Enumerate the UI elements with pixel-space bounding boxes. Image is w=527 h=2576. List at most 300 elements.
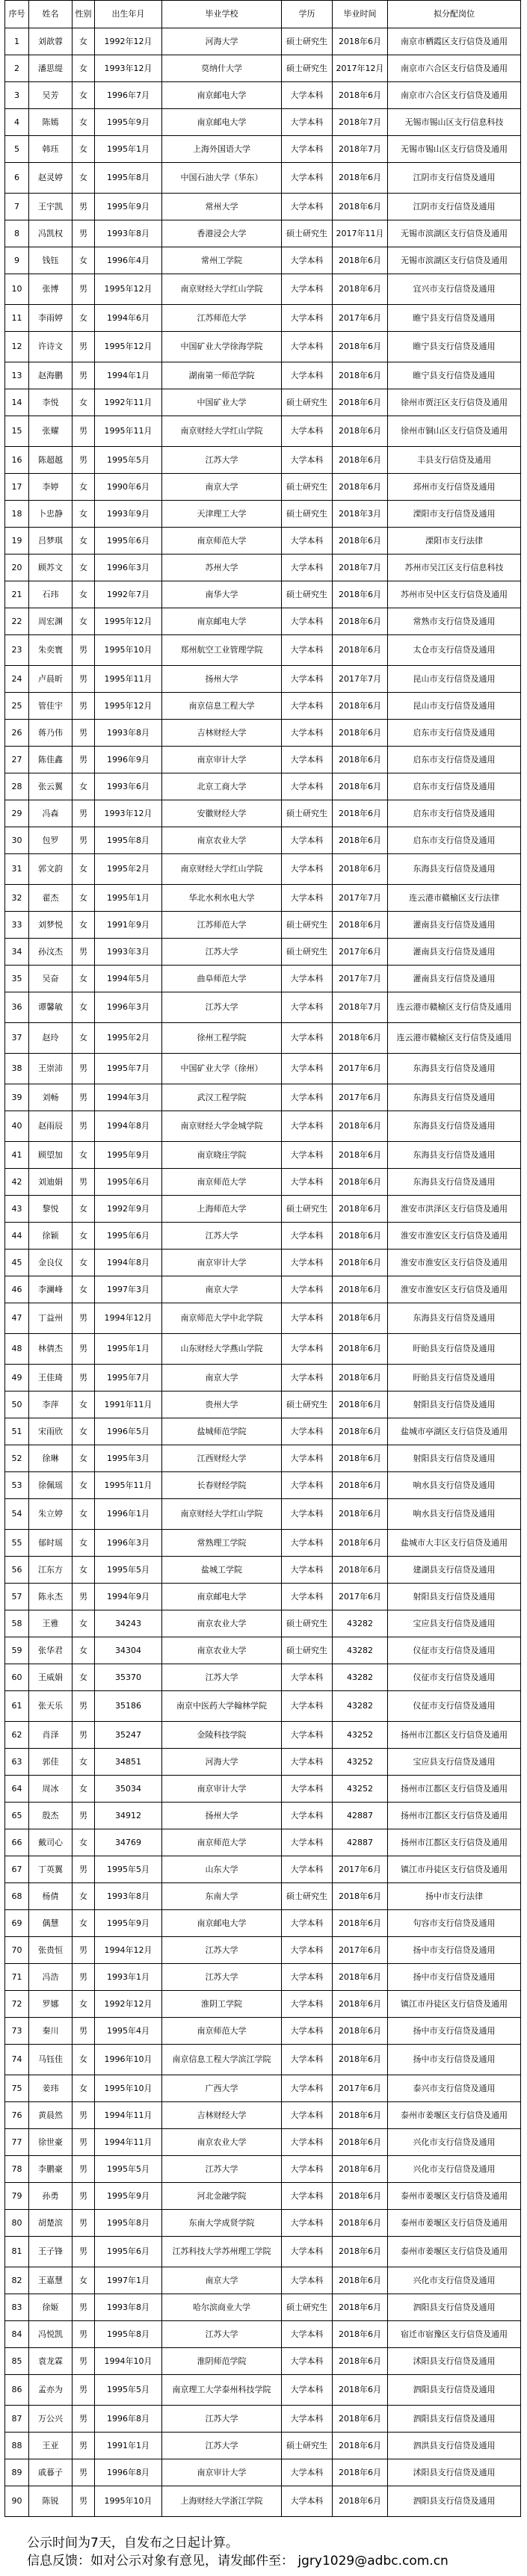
cell-name: 袁龙霖 [29,2348,73,2375]
cell-graduation: 2018年7月 [333,992,388,1023]
cell-gender: 女 [73,109,95,136]
cell-name: 翟杰 [29,885,73,912]
cell-birth: 1994年5月 [95,966,162,992]
cell-birth: 1992年11月 [95,389,162,416]
cell-index: 1 [5,28,29,55]
cell-school: 南京农业大学 [162,1610,282,1637]
table-row [5,194,521,220]
cell-name: 石玮 [29,581,73,608]
cell-degree: 大学本科 [282,747,333,773]
table-row [5,1803,521,1829]
cell-index: 57 [5,1584,29,1610]
cell-school: 扬州大学 [162,666,282,693]
cell-position: 江阴市支行信贷及通用 [388,194,521,220]
cell-birth: 1997年3月 [95,1276,162,1303]
cell-position: 淮安市淮安区支行信贷及通用 [388,1223,521,1250]
header-graduation: 毕业时间 [333,1,388,28]
cell-birth: 1995年7月 [95,1054,162,1084]
cell-name: 张耀 [29,416,73,447]
cell-degree: 大学本科 [282,1445,333,1472]
cell-position: 镇江市丹徒区支行信贷及通用 [388,1856,521,1883]
cell-graduation: 2018年6月 [333,1223,388,1250]
cell-school: 东南大学 [162,1883,282,1910]
cell-school: 山东大学 [162,1856,282,1883]
cell-name: 孙勇 [29,2183,73,2210]
cell-degree: 硕士研究生 [282,389,333,416]
cell-gender: 男 [73,447,95,474]
cell-name: 孙汶杰 [29,939,73,966]
cell-graduation: 2018年6月 [333,389,388,416]
cell-school: 盐城师范学院 [162,1418,282,1445]
table-row [5,555,521,581]
cell-birth: 1995年5月 [95,1557,162,1584]
cell-school: 江苏大学 [162,992,282,1023]
cell-birth: 1992年9月 [95,1196,162,1223]
cell-index: 59 [5,1637,29,1664]
cell-position: 无锡市锡山区支行信贷及通用 [388,136,521,163]
cell-school: 天津理工大学 [162,501,282,528]
cell-graduation: 2018年6月 [333,2129,388,2156]
cell-index: 82 [5,2267,29,2294]
cell-school: 南京审计大学 [162,2459,282,2486]
cell-degree: 大学本科 [282,1472,333,1499]
cell-gender: 女 [73,1392,95,1418]
cell-position: 宿迁市宿豫区支行信贷及通用 [388,2321,521,2348]
cell-school: 郑州航空工业管理学院 [162,635,282,666]
cell-graduation: 2017年6月 [333,2075,388,2102]
table-row [5,2348,521,2375]
cell-graduation: 43282 [333,1691,388,1722]
cell-position: 昆山市支行信贷及通用 [388,693,521,720]
cell-gender: 男 [73,2294,95,2321]
table-row [5,1418,521,1445]
cell-position: 泰州市姜堰区支行信贷及通用 [388,2210,521,2237]
cell-index: 49 [5,1365,29,1392]
cell-degree: 大学本科 [282,2459,333,2486]
cell-graduation: 2018年6月 [333,1964,388,1991]
cell-gender: 女 [73,1142,95,1169]
cell-birth: 34851 [95,1749,162,1776]
cell-graduation: 2018年3月 [333,501,388,528]
cell-birth: 1993年12月 [95,800,162,827]
cell-name: 冯森 [29,800,73,827]
cell-graduation: 2017年6月 [333,305,388,332]
cell-school: 南京晓庄学院 [162,1142,282,1169]
cell-birth: 1994年8月 [95,1250,162,1276]
cell-index: 51 [5,1418,29,1445]
cell-name: 李澜峰 [29,1276,73,1303]
cell-school: 南京邮电大学 [162,82,282,109]
cell-graduation: 2018年6月 [333,474,388,501]
cell-name: 郭文韵 [29,854,73,885]
cell-index: 83 [5,2294,29,2321]
cell-degree: 大学本科 [282,2321,333,2348]
cell-index: 67 [5,1856,29,1883]
cell-graduation: 43282 [333,1664,388,1691]
cell-degree: 大学本科 [282,966,333,992]
cell-name: 张贵恒 [29,1937,73,1964]
cell-degree: 大学本科 [282,82,333,109]
cell-school: 南京邮电大学 [162,109,282,136]
cell-degree: 硕士研究生 [282,939,333,966]
cell-index: 55 [5,1530,29,1557]
cell-school: 莫纳什大学 [162,55,282,82]
cell-name: 赵灵婷 [29,163,73,194]
cell-school: 南京师范大学 [162,1829,282,1856]
cell-name: 李萍 [29,1392,73,1418]
cell-school: 南京审计大学 [162,747,282,773]
cell-position: 镇江市丹徒区支行信贷及通用 [388,1991,521,2018]
table-row [5,1334,521,1365]
cell-index: 7 [5,194,29,220]
cell-name: 蒋乃伟 [29,720,73,747]
cell-graduation: 2017年6月 [333,1084,388,1111]
cell-school: 常熟理工学院 [162,1530,282,1557]
cell-school: 南京大学 [162,1276,282,1303]
cell-gender: 女 [73,966,95,992]
cell-graduation: 2018年6月 [333,2210,388,2237]
cell-school: 江苏师范大学 [162,912,282,939]
cell-position: 南京市六合区支行信贷及通用 [388,55,521,82]
cell-position: 泰州市姜堰区支行信贷及通用 [388,2237,521,2267]
cell-position: 仪征市支行信贷及通用 [388,1637,521,1664]
cell-position: 射阳县支行信贷及通用 [388,1445,521,1472]
cell-graduation: 42887 [333,1829,388,1856]
cell-birth: 35247 [95,1722,162,1749]
cell-gender: 女 [73,992,95,1023]
cell-name: 陈佳鑫 [29,747,73,773]
cell-graduation: 2017年6月 [333,1937,388,1964]
cell-school: 南京农业大学 [162,1637,282,1664]
cell-name: 吴奋 [29,966,73,992]
table-row [5,1445,521,1472]
cell-degree: 大学本科 [282,2406,333,2433]
table-row [5,1937,521,1964]
table-row [5,1829,521,1856]
cell-school: 扬州大学 [162,1803,282,1829]
cell-index: 66 [5,1829,29,1856]
cell-position: 无锡市滨湖区支行信贷及通用 [388,247,521,274]
cell-birth: 1995年4月 [95,2018,162,2045]
cell-position: 扬中市支行信贷及通用 [388,1964,521,1991]
table-row [5,2129,521,2156]
cell-name: 李鹏豪 [29,2156,73,2183]
cell-gender: 男 [73,635,95,666]
cell-gender: 女 [73,1530,95,1557]
cell-school: 南京大学 [162,474,282,501]
cell-school: 南华大学 [162,581,282,608]
cell-birth: 1995年1月 [95,136,162,163]
cell-degree: 大学本科 [282,555,333,581]
cell-school: 中国矿业大学徐海学院 [162,332,282,362]
cell-gender: 男 [73,194,95,220]
cell-birth: 1994年8月 [95,1111,162,1142]
cell-position: 徐州市贾汪区支行信贷及通用 [388,389,521,416]
cell-position: 盱眙县支行信贷及通用 [388,1365,521,1392]
cell-graduation: 2018年6月 [333,2267,388,2294]
cell-birth: 1994年11月 [95,2129,162,2156]
cell-degree: 大学本科 [282,1111,333,1142]
cell-name: 江东方 [29,1557,73,1584]
notice-period: 公示时间为7天，自发布之日起计算。 [27,2536,238,2551]
cell-degree: 硕士研究生 [282,912,333,939]
cell-gender: 女 [73,247,95,274]
cell-graduation: 2018年6月 [333,693,388,720]
cell-degree: 大学本科 [282,1722,333,1749]
cell-index: 48 [5,1334,29,1365]
cell-index: 63 [5,1749,29,1776]
table-row [5,474,521,501]
cell-birth: 1994年6月 [95,305,162,332]
cell-birth: 1991年11月 [95,1392,162,1418]
cell-gender: 男 [73,220,95,247]
table-row [5,55,521,82]
cell-index: 74 [5,2045,29,2075]
cell-birth: 1996年4月 [95,247,162,274]
cell-name: 徐世豪 [29,2129,73,2156]
cell-graduation: 2018年6月 [333,747,388,773]
cell-gender: 女 [73,2267,95,2294]
cell-name: 陈永杰 [29,1584,73,1610]
cell-gender: 男 [73,1365,95,1392]
cell-index: 12 [5,332,29,362]
cell-graduation: 2018年6月 [333,1334,388,1365]
table-row [5,1883,521,1910]
cell-degree: 大学本科 [282,1142,333,1169]
cell-graduation: 2018年6月 [333,2102,388,2129]
cell-degree: 硕士研究生 [282,1196,333,1223]
cell-school: 江苏大学 [162,447,282,474]
cell-birth: 1995年6月 [95,2237,162,2267]
cell-school: 河海大学 [162,28,282,55]
table-row [5,1530,521,1557]
cell-degree: 大学本科 [282,666,333,693]
cell-degree: 硕士研究生 [282,1637,333,1664]
cell-position: 响水县支行信贷及通用 [388,1499,521,1530]
cell-name: 吴芳 [29,82,73,109]
cell-index: 70 [5,1937,29,1964]
cell-gender: 女 [73,1418,95,1445]
cell-graduation: 2018年6月 [333,827,388,854]
table-row [5,2102,521,2129]
table-row [5,1111,521,1142]
cell-school: 江苏大学 [162,1223,282,1250]
cell-birth: 34912 [95,1803,162,1829]
cell-graduation: 2018年6月 [333,1023,388,1054]
table-row [5,28,521,55]
cell-graduation: 2018年6月 [333,1250,388,1276]
cell-position: 苏州市吴中区支行信贷及通用 [388,581,521,608]
notice-feedback: 信息反馈：如对公示对象有意见，请发邮件至： jgry1029@adbc.com.cn [27,2554,449,2569]
cell-gender: 男 [73,2486,95,2517]
cell-index: 13 [5,362,29,389]
cell-position: 兴化市支行信贷及通用 [388,2129,521,2156]
cell-gender: 男 [73,1691,95,1722]
cell-position: 启东市支行信贷及通用 [388,773,521,800]
cell-name: 王嘉慧 [29,2267,73,2294]
cell-school: 江苏大学 [162,2406,282,2433]
cell-degree: 大学本科 [282,635,333,666]
cell-index: 33 [5,912,29,939]
table-row [5,912,521,939]
cell-degree: 大学本科 [282,2348,333,2375]
cell-index: 10 [5,274,29,305]
cell-index: 46 [5,1276,29,1303]
cell-degree: 大学本科 [282,2183,333,2210]
table-row [5,501,521,528]
cell-degree: 大学本科 [282,194,333,220]
cell-index: 28 [5,773,29,800]
cell-position: 灌南县支行信贷及通用 [388,966,521,992]
cell-gender: 女 [73,1883,95,1910]
cell-school: 哈尔滨商业大学 [162,2294,282,2321]
cell-graduation: 2017年12月 [333,55,388,82]
table-row [5,274,521,305]
cell-index: 86 [5,2375,29,2406]
cell-index: 65 [5,1803,29,1829]
cell-graduation: 2018年6月 [333,247,388,274]
cell-graduation: 2018年6月 [333,1472,388,1499]
cell-degree: 大学本科 [282,1691,333,1722]
table-row [5,305,521,332]
cell-graduation: 43252 [333,1749,388,1776]
cell-name: 刘歆蓉 [29,28,73,55]
cell-name: 朱立婷 [29,1499,73,1530]
cell-birth: 1996年8月 [95,2406,162,2433]
table-row [5,2375,521,2406]
cell-graduation: 2018年6月 [333,2433,388,2459]
table-row [5,136,521,163]
cell-birth: 1995年1月 [95,885,162,912]
cell-school: 吉林财经大学 [162,720,282,747]
cell-position: 建湖县支行信贷及通用 [388,1557,521,1584]
cell-name: 冯凯权 [29,220,73,247]
cell-school: 江苏科技大学苏州理工学院 [162,2237,282,2267]
cell-index: 14 [5,389,29,416]
cell-school: 南京邮电大学 [162,1910,282,1937]
cell-degree: 大学本科 [282,1169,333,1196]
cell-degree: 大学本科 [282,1223,333,1250]
table-row [5,389,521,416]
cell-position: 扬州市江都区支行信贷及通用 [388,1803,521,1829]
cell-gender: 男 [73,1584,95,1610]
table-row [5,1223,521,1250]
cell-birth: 34243 [95,1610,162,1637]
cell-degree: 大学本科 [282,693,333,720]
cell-gender: 男 [73,362,95,389]
cell-position: 仪征市支行信贷及通用 [388,1691,521,1722]
cell-gender: 女 [73,28,95,55]
cell-index: 5 [5,136,29,163]
cell-degree: 大学本科 [282,992,333,1023]
cell-graduation: 2018年6月 [333,163,388,194]
cell-birth: 1995年9月 [95,109,162,136]
cell-school: 江苏大学 [162,2321,282,2348]
cell-index: 17 [5,474,29,501]
cell-gender: 女 [73,885,95,912]
cell-name: 钱钰 [29,247,73,274]
cell-index: 45 [5,1250,29,1276]
table-row [5,635,521,666]
cell-birth: 1994年9月 [95,1584,162,1610]
cell-name: 赵玲 [29,1023,73,1054]
cell-name: 朱奕寰 [29,635,73,666]
cell-name: 王佳琦 [29,1365,73,1392]
cell-index: 34 [5,939,29,966]
cell-index: 2 [5,55,29,82]
cell-position: 连云港市赣榆区支行信贷及通用 [388,992,521,1023]
cell-index: 68 [5,1883,29,1910]
cell-birth: 1995年6月 [95,528,162,555]
cell-name: 李悦 [29,389,73,416]
table-row [5,2433,521,2459]
table-row [5,247,521,274]
cell-graduation: 2018年6月 [333,82,388,109]
cell-position: 泗阳县支行信贷及通用 [388,2294,521,2321]
cell-name: 胡楚滨 [29,2210,73,2237]
table-row [5,1722,521,1749]
cell-birth: 1995年8月 [95,827,162,854]
cell-school: 苏州大学 [162,555,282,581]
cell-position: 南京市栖霞区支行信贷及通用 [388,28,521,55]
cell-graduation: 2018年6月 [333,362,388,389]
cell-index: 44 [5,1223,29,1250]
cell-name: 张云翼 [29,773,73,800]
cell-school: 南京大学 [162,1365,282,1392]
cell-birth: 1995年6月 [95,1223,162,1250]
cell-school: 中国矿业大学（徐州） [162,1054,282,1084]
cell-gender: 女 [73,163,95,194]
cell-birth: 1994年11月 [95,2102,162,2129]
cell-name: 张天乐 [29,1691,73,1722]
table-row [5,2406,521,2433]
cell-school: 南京师范大学中北学院 [162,1303,282,1334]
cell-school: 南京师范大学 [162,2018,282,2045]
cell-position: 扬中市支行信贷及通用 [388,2045,521,2075]
cell-position: 灌南县支行信贷及通用 [388,912,521,939]
cell-school: 常州大学 [162,194,282,220]
cell-position: 淮安市洪泽区支行信贷及通用 [388,1196,521,1223]
table-row [5,1023,521,1054]
cell-gender: 男 [73,1937,95,1964]
cell-name: 吕梦琪 [29,528,73,555]
cell-gender: 男 [73,827,95,854]
cell-birth: 1996年7月 [95,82,162,109]
cell-degree: 大学本科 [282,2129,333,2156]
cell-gender: 男 [73,2102,95,2129]
cell-position: 邳州市支行信贷及通用 [388,474,521,501]
cell-gender: 男 [73,666,95,693]
cell-index: 75 [5,2075,29,2102]
cell-position: 扬州市江都区支行信贷及通用 [388,1776,521,1803]
cell-degree: 大学本科 [282,2486,333,2517]
cell-gender: 男 [73,416,95,447]
cell-degree: 大学本科 [282,1250,333,1276]
cell-degree: 大学本科 [282,528,333,555]
cell-gender: 男 [73,1084,95,1111]
cell-birth: 1995年2月 [95,1023,162,1054]
cell-school: 南京大学 [162,2267,282,2294]
cell-school: 南京中医药大学翰林学院 [162,1691,282,1722]
cell-index: 4 [5,109,29,136]
cell-school: 吉林财经大学 [162,2102,282,2129]
cell-birth: 1996年3月 [95,555,162,581]
cell-birth: 1994年1月 [95,362,162,389]
cell-degree: 大学本科 [282,1365,333,1392]
cell-name: 徐佩瑶 [29,1472,73,1499]
cell-graduation: 2018年6月 [333,2045,388,2075]
cell-birth: 1995年1月 [95,1334,162,1365]
